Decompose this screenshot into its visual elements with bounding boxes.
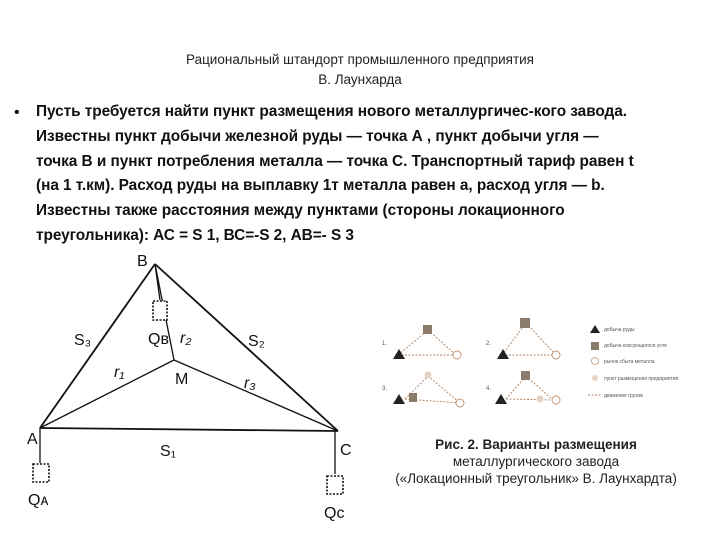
diagram-labels <box>27 253 352 522</box>
figure2-caption <box>370 436 702 487</box>
legend-ore-icon <box>590 325 600 333</box>
edge-AB <box>40 264 155 428</box>
label-r2: r₂ <box>180 330 192 347</box>
variant-3 <box>382 372 464 408</box>
bullet-marker: • <box>14 104 20 121</box>
coal-icon <box>423 325 432 334</box>
legend-market: рынок сбыта металла <box>604 359 655 365</box>
title-line-1: Рациональный штандорт промышленного предприятия <box>186 52 534 67</box>
label-S2: S₂ <box>248 333 265 350</box>
variant-2 <box>486 318 560 359</box>
edge-AC <box>40 428 338 431</box>
label-M: M <box>175 371 189 388</box>
variant-1 <box>382 325 461 359</box>
stem-B <box>155 264 160 300</box>
legend-ore: добыча руды <box>604 327 635 333</box>
ore-icon <box>393 349 405 359</box>
edge-BC <box>155 264 338 431</box>
legend-coal: добыча коксующегося угля <box>604 343 667 349</box>
variant-number-3: 3. <box>382 386 388 392</box>
variant-number-4: 4. <box>486 386 492 392</box>
market-icon <box>453 351 461 359</box>
bullet-line-6: треугольника): АС = S 1, ВС=-S 2, АВ=- S 3 <box>36 226 354 244</box>
label-B: B <box>137 253 148 270</box>
bullet-line-2: Известны пункт добычи железной руды — точка А , пункт добычи угля — <box>36 127 599 145</box>
figure2-variants <box>382 318 679 407</box>
label-r3: r₃ <box>244 375 256 392</box>
label-A: A <box>27 431 38 448</box>
caption-line-2: металлургического завода <box>452 454 620 469</box>
bullet-line-5: Известны также расстояния между пунктами (стороны локационного <box>36 202 565 220</box>
caption-line-3: («Локационный треугольник» В. Лаунхардта) <box>395 471 677 486</box>
label-r1: r₁ <box>114 364 125 381</box>
line-A-M <box>40 360 174 428</box>
q-stems <box>40 264 335 474</box>
bullet-line-4: (на 1 т.км). Расход руды на выплавку 1т металла равен а, расход угля — b. <box>36 177 605 195</box>
caption-line-1: Рис. 2. Варианты размещения <box>435 437 637 452</box>
label-QC: Qc <box>324 505 345 522</box>
legend-market-icon <box>592 358 599 365</box>
title-line-2: В. Лаунхарда <box>318 72 402 87</box>
label-QA: Qᴀ <box>28 492 49 509</box>
variant-number-2: 2. <box>486 341 492 347</box>
variant-4 <box>486 371 560 404</box>
legend-plant: пункт размещения предприятия <box>604 376 679 382</box>
legend-plant-icon <box>592 375 598 381</box>
box-QB <box>153 301 167 320</box>
label-S3: S₃ <box>74 332 92 349</box>
box-QC <box>327 476 343 494</box>
variant-number-1: 1. <box>382 341 388 347</box>
bullet-line-1: Пусть требуется найти пункт размещения нового металлургичес-кого завода. <box>36 103 628 120</box>
legend-coal-icon <box>591 342 599 350</box>
figure2-legend <box>588 325 679 399</box>
box-QA <box>33 464 49 482</box>
legend-flow: движение грузов <box>604 393 643 399</box>
bullet-line-3: точка В и пункт потребления металла — точка С. Транспортный тариф равен t <box>36 152 634 170</box>
line-C-M <box>174 360 338 431</box>
label-C: C <box>340 442 352 459</box>
label-S1: S₁ <box>160 443 177 460</box>
label-QB: Qв <box>148 331 169 348</box>
